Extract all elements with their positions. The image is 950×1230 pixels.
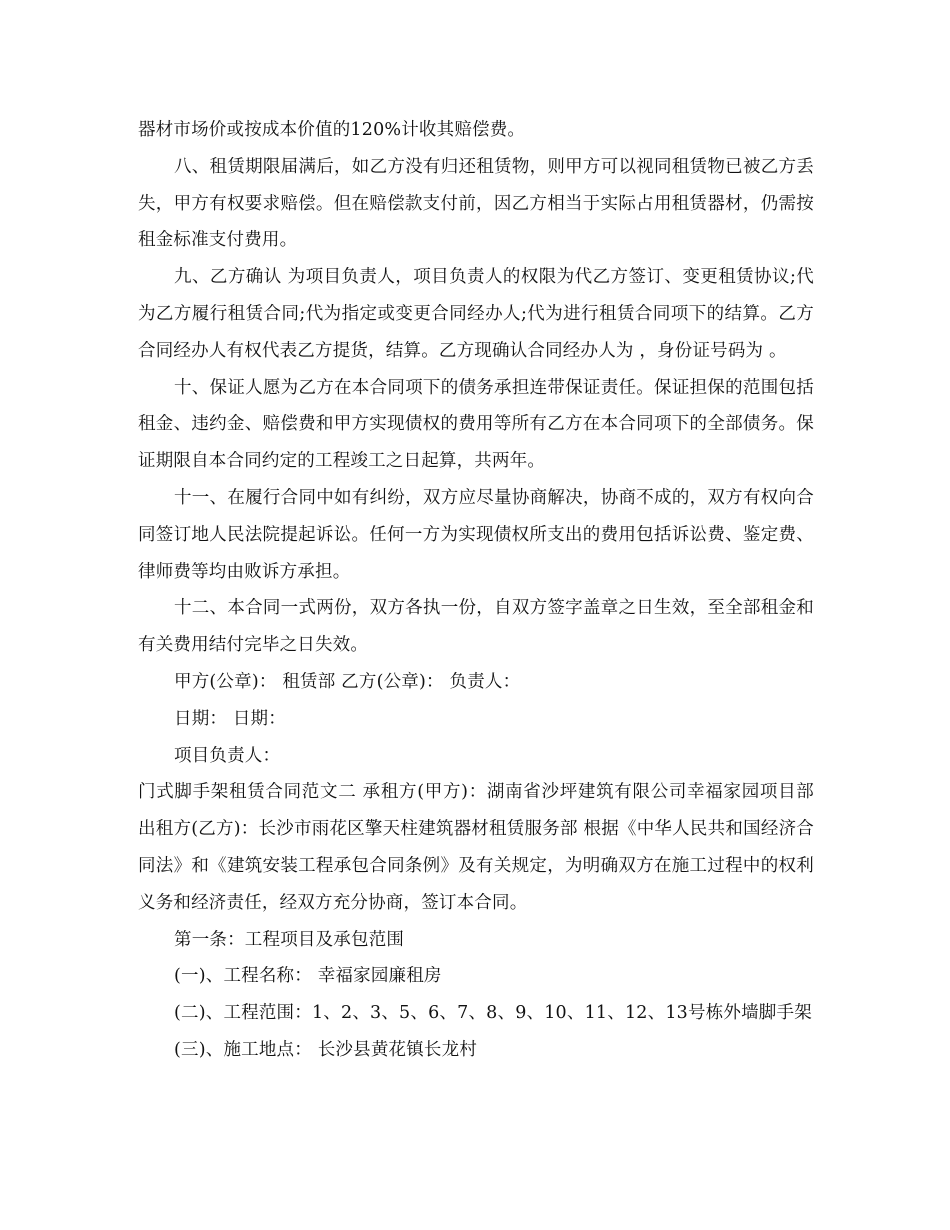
paragraph-clause-8: 八、租赁期限届满后，如乙方没有归还租赁物，则甲方可以视同租赁物已被乙方丢失，甲方有权要求赔偿。但在赔偿款支付前，因乙方相当于实际占用租赁器材，仍需按租金标准支付费用。 [138,156,814,251]
paragraph-project-location: (三)、施工地点： 长沙县黄花镇长龙村 [174,1039,478,1060]
paragraph-project-scope: (二)、工程范围：1、2、3、5、6、7、8、9、10、11、12、13号栋外墙脚手架 [174,1003,812,1024]
paragraph-contract-two-intro: 门式脚手架租赁合同范文二 承租方(甲方)：湖南省沙坪建筑有限公司幸福家园项目部 出租方(乙方)：长沙市雨花区擎天柱建筑器材租赁服务部 根据《中华人民共和国经济合同法》和《建筑安装工程承包合同条例》及有关规定，为明确双方在施工过程中的权利义务和经济责任，经双方充分协商，签订本合同。 [138,782,814,913]
paragraph-clause-11: 十一、在履行合同中如有纠纷，双方应尽量协商解决，协商不成的，双方有权向合同签订地人民法院提起诉讼。任何一方为实现债权所支出的费用包括诉讼费、鉴定费、律师费等均由败诉方承担。 [138,487,814,582]
signature-line-parties: 甲方(公章)： 租赁部 乙方(公章)： 负责人： [174,671,521,692]
document-body [138,112,814,1069]
paragraph-article-1-heading: 第一条：工程项目及承包范围 [174,929,405,950]
paragraph-compensation-tail: 器材市场价或按成本价值的120%计收其赔偿费。 [138,120,526,140]
signature-line-project-lead: 项目负责人： [174,745,281,766]
paragraph-clause-12: 十二、本合同一式两份，双方各执一份，自双方签字盖章之日生效，至全部租金和有关费用结付完毕之日失效。 [138,598,814,656]
signature-line-dates: 日期： 日期： [174,708,286,729]
paragraph-clause-10: 十、保证人愿为乙方在本合同项下的债务承担连带保证责任。保证担保的范围包括租金、违约金、赔偿费和甲方实现债权的费用等所有乙方在本合同项下的全部债务。保证期限自本合同约定的工程竣工之日起算，共两年。 [138,377,814,472]
paragraph-project-name: (一)、工程名称： 幸福家园廉租房 [174,966,442,987]
paragraph-clause-9: 九、乙方确认 为项目负责人，项目负责人的权限为代乙方签订、变更租赁协议;代为乙方履行租赁合同;代为指定或变更合同经办人;代为进行租赁合同项下的结算。乙方合同经办人有权代表乙方提货，结算。乙方现确认合同经办人为 ，身份证号码为 。 [138,267,814,361]
